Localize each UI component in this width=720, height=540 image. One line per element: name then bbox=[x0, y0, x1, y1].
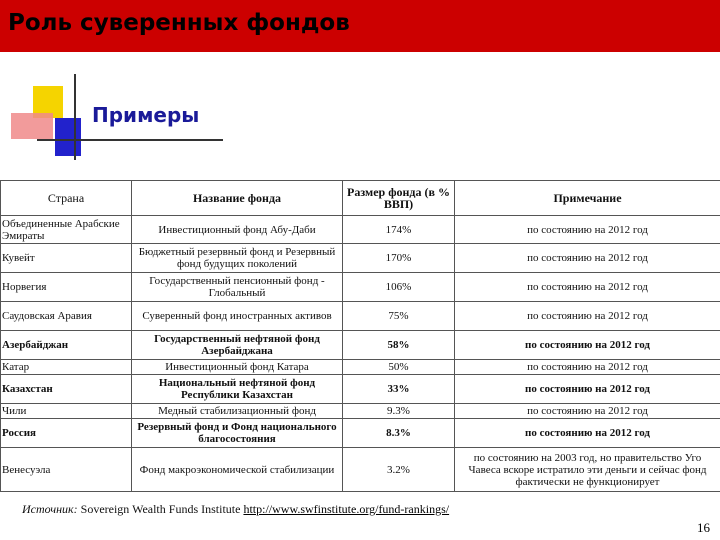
table-header-row bbox=[1, 181, 720, 216]
size-cell: 50% bbox=[343, 360, 455, 375]
note-cell: по состоянию на 2012 год bbox=[455, 216, 720, 244]
source-link[interactable]: http://www.swfinstitute.org/fund-rankings/ bbox=[243, 502, 450, 516]
decor-vertical-line bbox=[74, 74, 76, 160]
size-cell: 106% bbox=[343, 273, 455, 302]
table-row bbox=[1, 375, 720, 404]
country-cell: Россия bbox=[1, 419, 132, 448]
table-row bbox=[1, 404, 720, 419]
source-text: Sovereign Wealth Funds Institute bbox=[80, 502, 241, 516]
header-note: Примечание bbox=[455, 181, 720, 216]
size-cell: 33% bbox=[343, 375, 455, 404]
fund-cell: Государственный пенсионный фонд - Глобальный bbox=[132, 273, 343, 302]
size-cell: 9.3% bbox=[343, 404, 455, 419]
fund-cell: Фонд макроэкономической стабилизации bbox=[132, 448, 343, 492]
slide-title: Роль суверенных фондов bbox=[8, 10, 350, 36]
fund-cell: Национальный нефтяной фонд Республики Казахстан bbox=[132, 375, 343, 404]
table-row bbox=[1, 302, 720, 331]
note-cell: по состоянию на 2012 год bbox=[455, 360, 720, 375]
source-label: Источник: bbox=[22, 502, 78, 516]
table-row bbox=[1, 244, 720, 273]
note-cell: по состоянию на 2012 год bbox=[455, 331, 720, 360]
note-cell: по состоянию на 2012 год bbox=[455, 273, 720, 302]
fund-cell: Государственный нефтяной фонд Азербайджана bbox=[132, 331, 343, 360]
country-cell: Кувейт bbox=[1, 244, 132, 273]
decor-blue-square bbox=[55, 118, 81, 156]
size-cell: 58% bbox=[343, 331, 455, 360]
source-footnote bbox=[22, 502, 449, 517]
note-cell: по состоянию на 2012 год bbox=[455, 404, 720, 419]
header-country: Страна bbox=[1, 181, 132, 216]
slide-subtitle: Примеры bbox=[92, 103, 200, 127]
funds-table bbox=[0, 180, 720, 492]
size-cell: 3.2% bbox=[343, 448, 455, 492]
country-cell: Саудовская Аравия bbox=[1, 302, 132, 331]
country-cell: Катар bbox=[1, 360, 132, 375]
note-cell: по состоянию на 2012 год bbox=[455, 419, 720, 448]
page-number: 16 bbox=[697, 520, 710, 535]
table-row bbox=[1, 360, 720, 375]
fund-cell: Суверенный фонд иностранных активов bbox=[132, 302, 343, 331]
country-cell: Чили bbox=[1, 404, 132, 419]
header-fund: Название фонда bbox=[132, 181, 343, 216]
fund-cell: Резервный фонд и Фонд национального благосостояния bbox=[132, 419, 343, 448]
table-row bbox=[1, 448, 720, 492]
size-cell: 174% bbox=[343, 216, 455, 244]
note-cell: по состоянию на 2012 год bbox=[455, 244, 720, 273]
note-cell: по состоянию на 2003 год, но правительство Уго Чавеса вскоре истратило эти деньги и сейчас фонд фактически не функционирует bbox=[455, 448, 720, 492]
size-cell: 75% bbox=[343, 302, 455, 331]
size-cell: 170% bbox=[343, 244, 455, 273]
country-cell: Венесуэла bbox=[1, 448, 132, 492]
decor-horizontal-line bbox=[37, 139, 223, 141]
table-row bbox=[1, 273, 720, 302]
title-bar bbox=[0, 0, 720, 52]
decor-red-square bbox=[11, 113, 53, 139]
country-cell: Норвегия bbox=[1, 273, 132, 302]
fund-cell: Инвестиционный фонд Катара bbox=[132, 360, 343, 375]
table-row bbox=[1, 216, 720, 244]
country-cell: Казахстан bbox=[1, 375, 132, 404]
note-cell: по состоянию на 2012 год bbox=[455, 302, 720, 331]
table-row bbox=[1, 331, 720, 360]
country-cell: Азербайджан bbox=[1, 331, 132, 360]
table-row bbox=[1, 419, 720, 448]
size-cell: 8.3% bbox=[343, 419, 455, 448]
fund-cell: Медный стабилизационный фонд bbox=[132, 404, 343, 419]
country-cell: Объединенные Арабские Эмираты bbox=[1, 216, 132, 244]
fund-cell: Бюджетный резервный фонд и Резервный фонд будущих поколений bbox=[132, 244, 343, 273]
fund-cell: Инвестиционный фонд Абу-Даби bbox=[132, 216, 343, 244]
note-cell: по состоянию на 2012 год bbox=[455, 375, 720, 404]
header-size: Размер фонда (в % ВВП) bbox=[343, 181, 455, 216]
